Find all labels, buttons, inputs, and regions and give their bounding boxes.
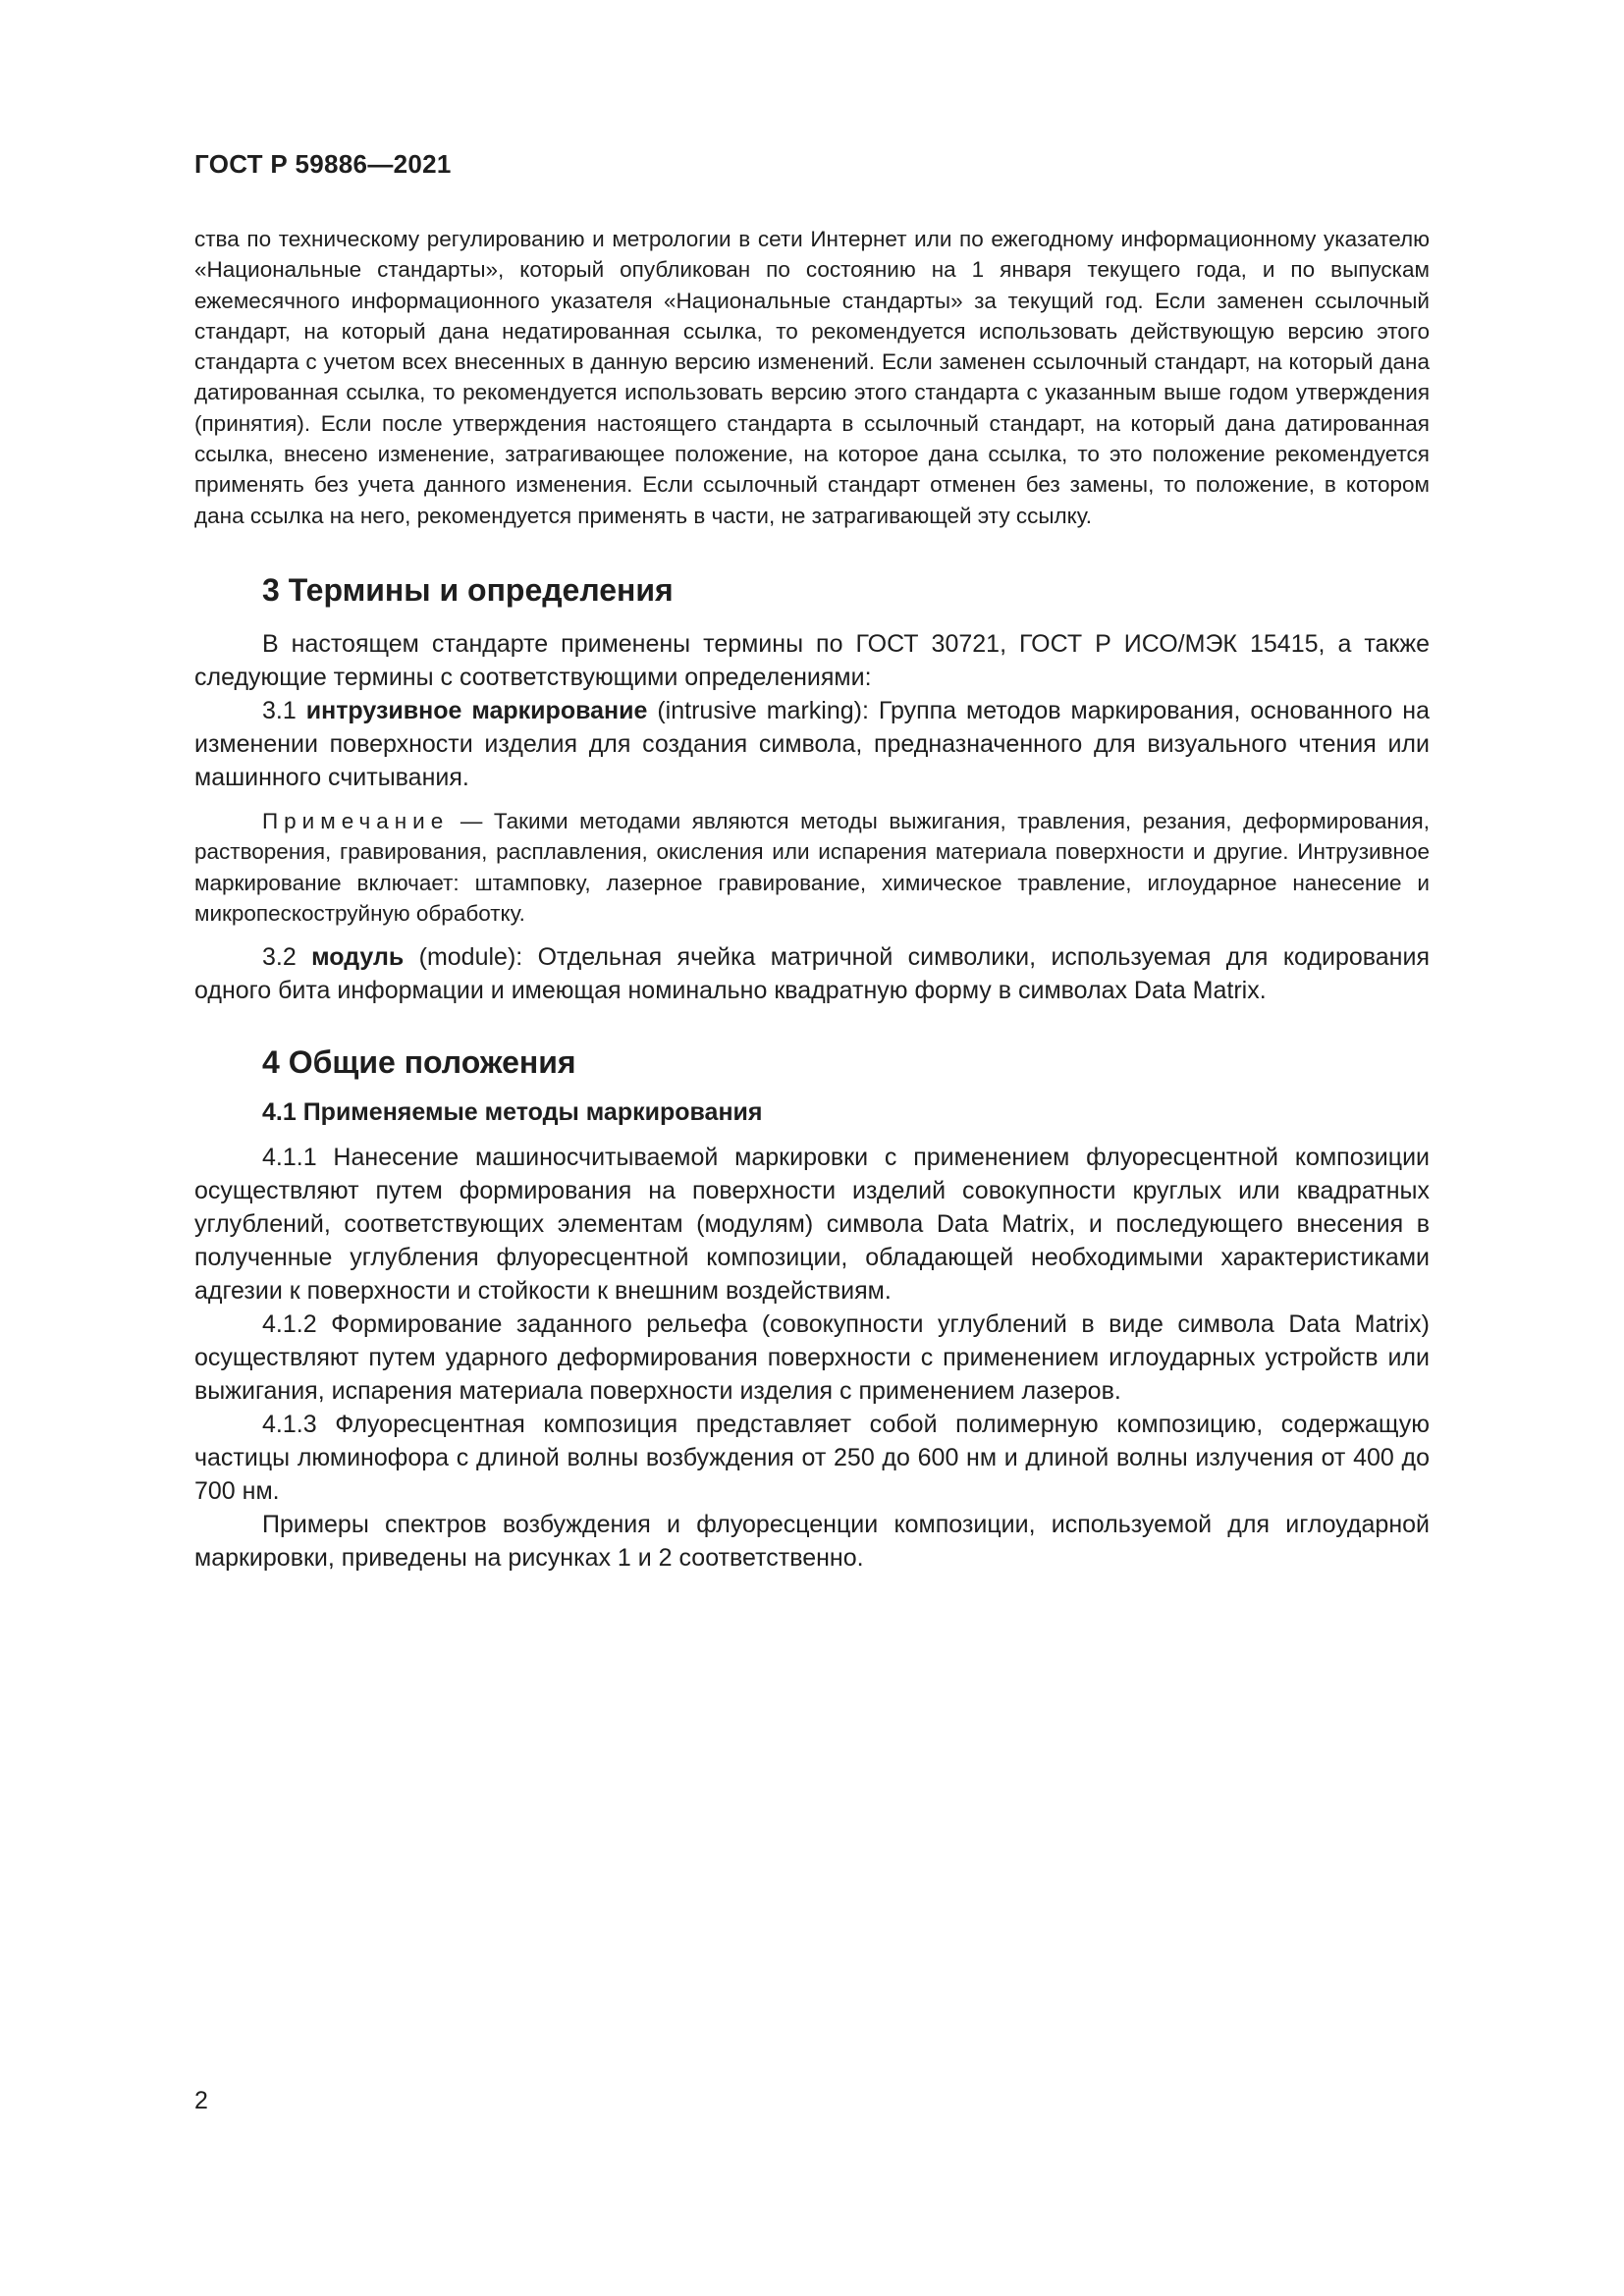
- note-paragraph: [194, 806, 1430, 929]
- term-3-1-paragraph: [194, 694, 1430, 794]
- term-3-2-definition: (module): Отдельная ячейка матричной символики, используемая для кодирования одного бита информации и имеющая номинально квадратную форму в символах Data Matrix.: [194, 943, 1430, 1005]
- section-3-intro-paragraph: В настоящем стандарте применены термины по ГОСТ 30721, ГОСТ Р ИСО/МЭК 15415, а также следующие термины с соответствующими определениями:: [194, 629, 1430, 691]
- paragraph-4-1-3: 4.1.3 Флуоресцентная композиция представляет собой полимерную композицию, содержащую частицы люминофора с длиной волны возбуждения от 250 до 600 нм и длиной волны излучения от 400 до 700 нм.: [194, 1411, 1430, 1506]
- intro-continuation-paragraph: ства по техническому регулированию и метрологии в сети Интернет или по ежегодному информационному указателю «Национальные стандарты», который опубликован по состоянию на 1 января текущего года, и по выпускам ежемесячного информационного указателя «Национальные стандарты» за текущий год. Если заменен ссылочный стандарт, на который дана недатированная ссылка, то рекомендуется использовать действующую версию этого стандарта с учетом всех внесенных в данную версию изменений. Если заменен ссылочный стандарт, на который дана датированная ссылка, то рекомендуется использовать версию этого стандарта с указанным выше годом утверждения (принятия). Если после утверждения настоящего стандарта в ссылочный стандарт, на который дана датированная ссылка, внесено изменение, затрагивающее положение, на которое дана ссылка, то это положение рекомендуется применять без учета данного изменения. Если ссылочный стандарт отменен без замены, то положение, в котором дана ссылка на него, рекомендуется применять в части, не затрагивающей эту ссылку.: [194, 227, 1430, 528]
- paragraph-spectra-reference: Примеры спектров возбуждения и флуоресценции композиции, используемой для иглоударной маркировки, приведены на рисунках 1 и 2 соответственно.: [194, 1511, 1430, 1573]
- section-4-heading: 4 Общие положения: [262, 1044, 576, 1081]
- note-text: — Такими методами являются методы выжигания, травления, резания, деформирования, растворения, гравирования, расплавления, окисления или испарения материала поверхности и другие. Интрузивное маркирование включает: штамповку, лазерное гравирование, химическое травление, иглоударное нанесение и микропескоструйную обработку.: [194, 808, 1430, 926]
- section-3-heading: 3 Термины и определения: [262, 571, 674, 608]
- paragraph-4-1-2: 4.1.2 Формирование заданного рельефа (совокупности углублений в виде символа Data Matrix) осуществляют путем ударного деформирования поверхности с применением иглоударных устройств или выжигания, испарения материала поверхности изделия с применением лазеров.: [194, 1310, 1430, 1406]
- term-3-1-definition: (intrusive marking): Группа методов маркирования, основанного на изменении поверхности изделия для создания символа, предназначенного для визуального чтения или машинного считывания.: [194, 696, 1430, 791]
- running-header: ГОСТ Р 59886—2021: [194, 149, 452, 179]
- term-3-2-paragraph: [194, 940, 1430, 1007]
- page-number: 2: [194, 2087, 208, 2114]
- term-3-1-number: 3.1: [262, 696, 297, 724]
- term-3-1-term: интрузивное маркирование: [305, 696, 648, 724]
- note-label: Примечание: [262, 808, 450, 833]
- paragraph-4-1-1: 4.1.1 Нанесение машиносчитываемой маркировки с применением флуоресцентной композиции осуществляют путем формирования на поверхности изделий совокупности круглых или квадратных углублений, соответствующих элементам (модулям) символа Data Matrix, и последующего внесения в полученные углубления флуоресцентной композиции, обладающей необходимыми характеристиками адгезии к поверхности и стойкости к внешним воздействиям.: [194, 1144, 1430, 1306]
- subsection-4-1-heading: 4.1 Применяемые методы маркирования: [262, 1098, 763, 1127]
- term-3-2-number: 3.2: [262, 943, 297, 972]
- page-content: [194, 224, 1430, 1575]
- term-3-2-term: модуль: [311, 943, 405, 972]
